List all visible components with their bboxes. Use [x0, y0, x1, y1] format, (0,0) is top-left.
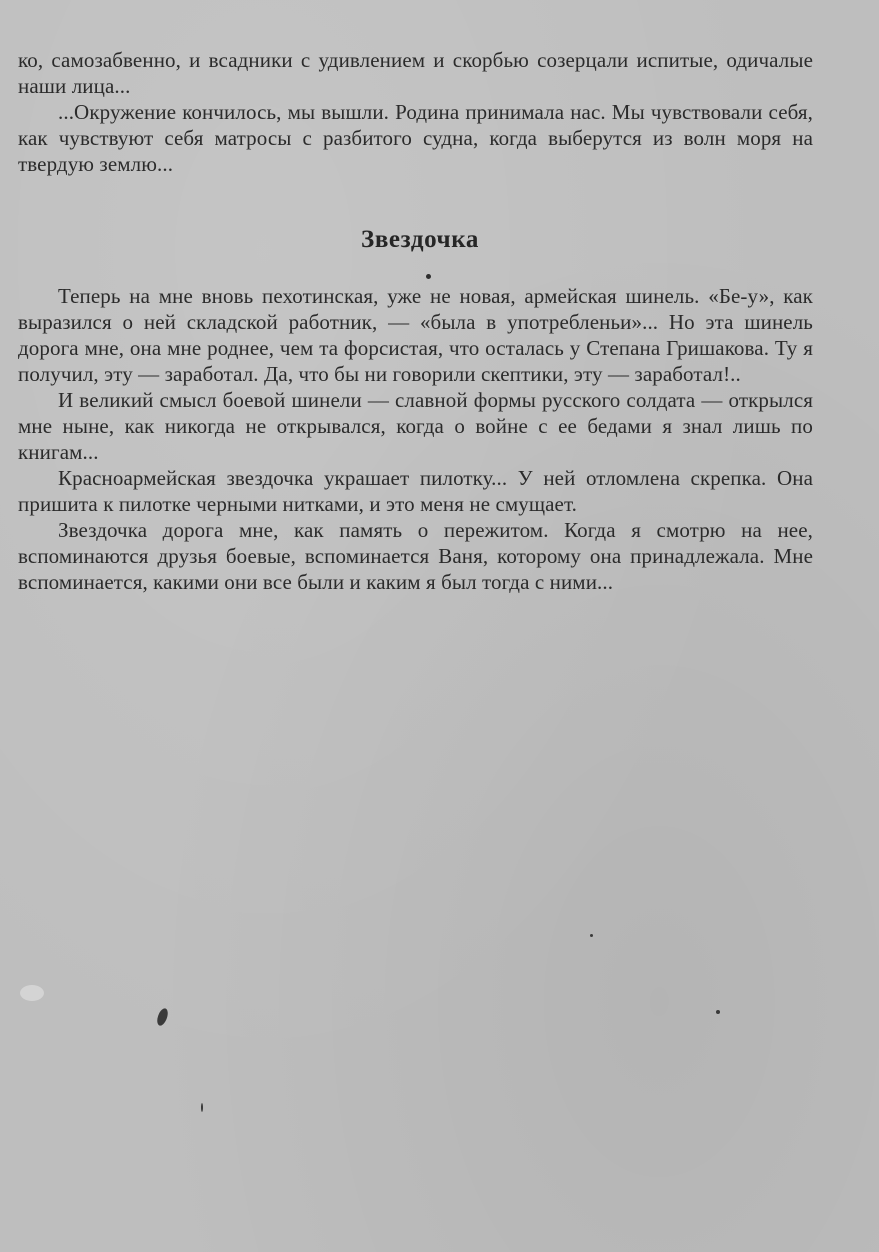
paragraph: И великий смысл боевой шинели — славной формы русского солдата — открылся мне ныне, как никогда не открывался, когда о войне с ее бедами я знал лишь по книгам...: [18, 388, 813, 464]
paragraph: Теперь на мне вновь пехотинская, уже не новая, армейская шинель. «Бе-у», как выразился о ней складской работник, — «была в употребленьи»... Но эта шинель дорога мне, она мне роднее, чем та форсистая, что осталась у Степана Гришакова. Ту я получил, эту — заработал. Да, что бы ни говорили скептики, эту — заработал!..: [18, 284, 813, 386]
paragraph: Звездочка дорога мне, как память о пережитом. Когда я смотрю на нее, вспоминаются друзья боевые, вспоминается Ваня, которому она принадлежала. Мне вспоминается, какими они все были и каким я был тогда с ними...: [18, 518, 813, 594]
paragraph: Красноармейская звездочка украшает пилотку... У ней отломлена скрепка. Она пришита к пилотке черными нитками, и это меня не смущает.: [18, 466, 813, 516]
paper-speck: [20, 985, 44, 1001]
paper-speck: [590, 934, 593, 937]
paper-speck: [201, 1103, 203, 1112]
chapter-title: Звездочка: [361, 226, 479, 253]
previous-chapter-ending: [18, 47, 813, 177]
paper-speck: [716, 1010, 720, 1014]
title-ornament-dot: [426, 274, 431, 279]
paper-speck: [155, 1007, 170, 1027]
chapter-body: [18, 283, 813, 595]
paragraph: ...Окружение кончилось, мы вышли. Родина принимала нас. Мы чувствовали себя, как чувствуют себя матросы с разбитого судна, когда выберутся из волн моря на твердую землю...: [18, 100, 813, 176]
paragraph: ко, самозабвенно, и всадники с удивлением и скорбью созерцали испитые, одичалые наши лица...: [18, 48, 813, 98]
